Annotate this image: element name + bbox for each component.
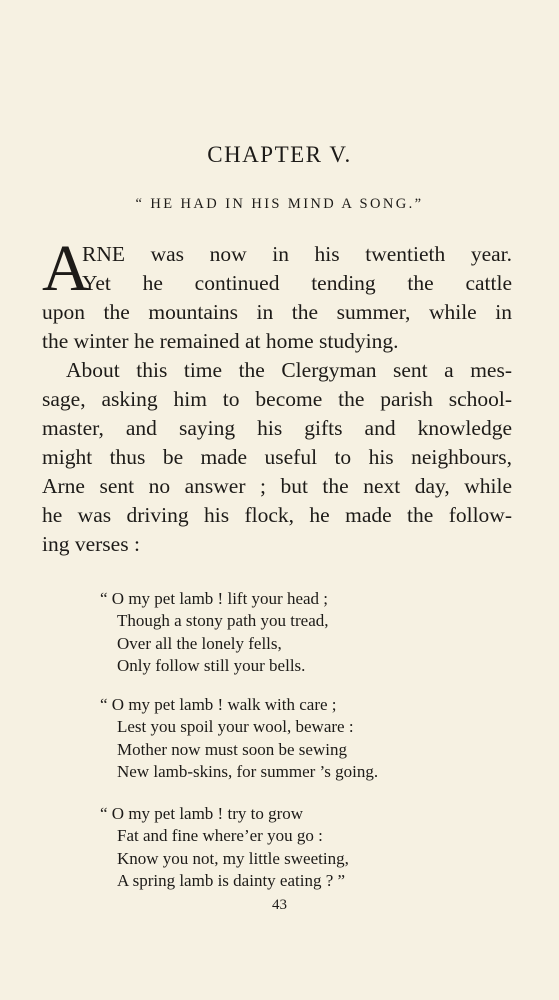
verse-line: Fat and fine where’er you go : [117,826,323,846]
verse-line: A spring lamb is dainty eating ? ” [117,870,346,890]
verse-line: “ O my pet lamb ! lift your head ; [100,589,329,608]
prose-line: upon the mountains in the summer, while in [42,300,512,324]
verse-stanza-3 [100,803,349,892]
verse-line: Only follow still your bells. [117,655,306,675]
verse-line: “ O my pet lamb ! walk with care ; [100,695,337,714]
prose-line: RNE was now in his twentieth year. [82,242,512,266]
verse-line: New lamb-skins, for summer ’s going. [117,761,379,781]
verse-line: Lest you spoil your wool, beware : [117,717,354,737]
prose-line: Yet he continued tending the cattle [82,271,512,295]
page-number: 43 [272,897,287,913]
drop-cap: A [42,232,90,305]
verse-stanza-1 [100,588,329,677]
verse-line: “ O my pet lamb ! try to grow [100,804,304,823]
verse-line: Know you not, my little sweeting, [117,848,349,868]
verse-line: Over all the lonely fells, [117,633,282,653]
prose-line: sage, asking him to become the parish school- [42,387,512,411]
prose-line: might thus be made useful to his neighbours, [42,445,512,469]
prose-line: About this time the Clergyman sent a mes- [66,358,512,382]
prose-line: ing verses : [42,532,140,556]
prose-line: he was driving his flock, he made the follow- [42,503,512,527]
chapter-heading: CHAPTER V. [207,142,352,167]
verse-stanza-2 [100,694,378,783]
prose-body [42,232,512,559]
verse-line: Though a stony path you tread, [117,611,329,631]
prose-line: the winter he remained at home studying. [42,329,399,353]
verse-line: Mother now must soon be sewing [117,739,347,759]
chapter-subtitle: “ HE HAD IN HIS MIND A SONG.” [135,196,424,212]
prose-line: Arne sent no answer ; but the next day, while [42,474,512,498]
prose-line: master, and saying his gifts and knowledge [42,416,512,440]
